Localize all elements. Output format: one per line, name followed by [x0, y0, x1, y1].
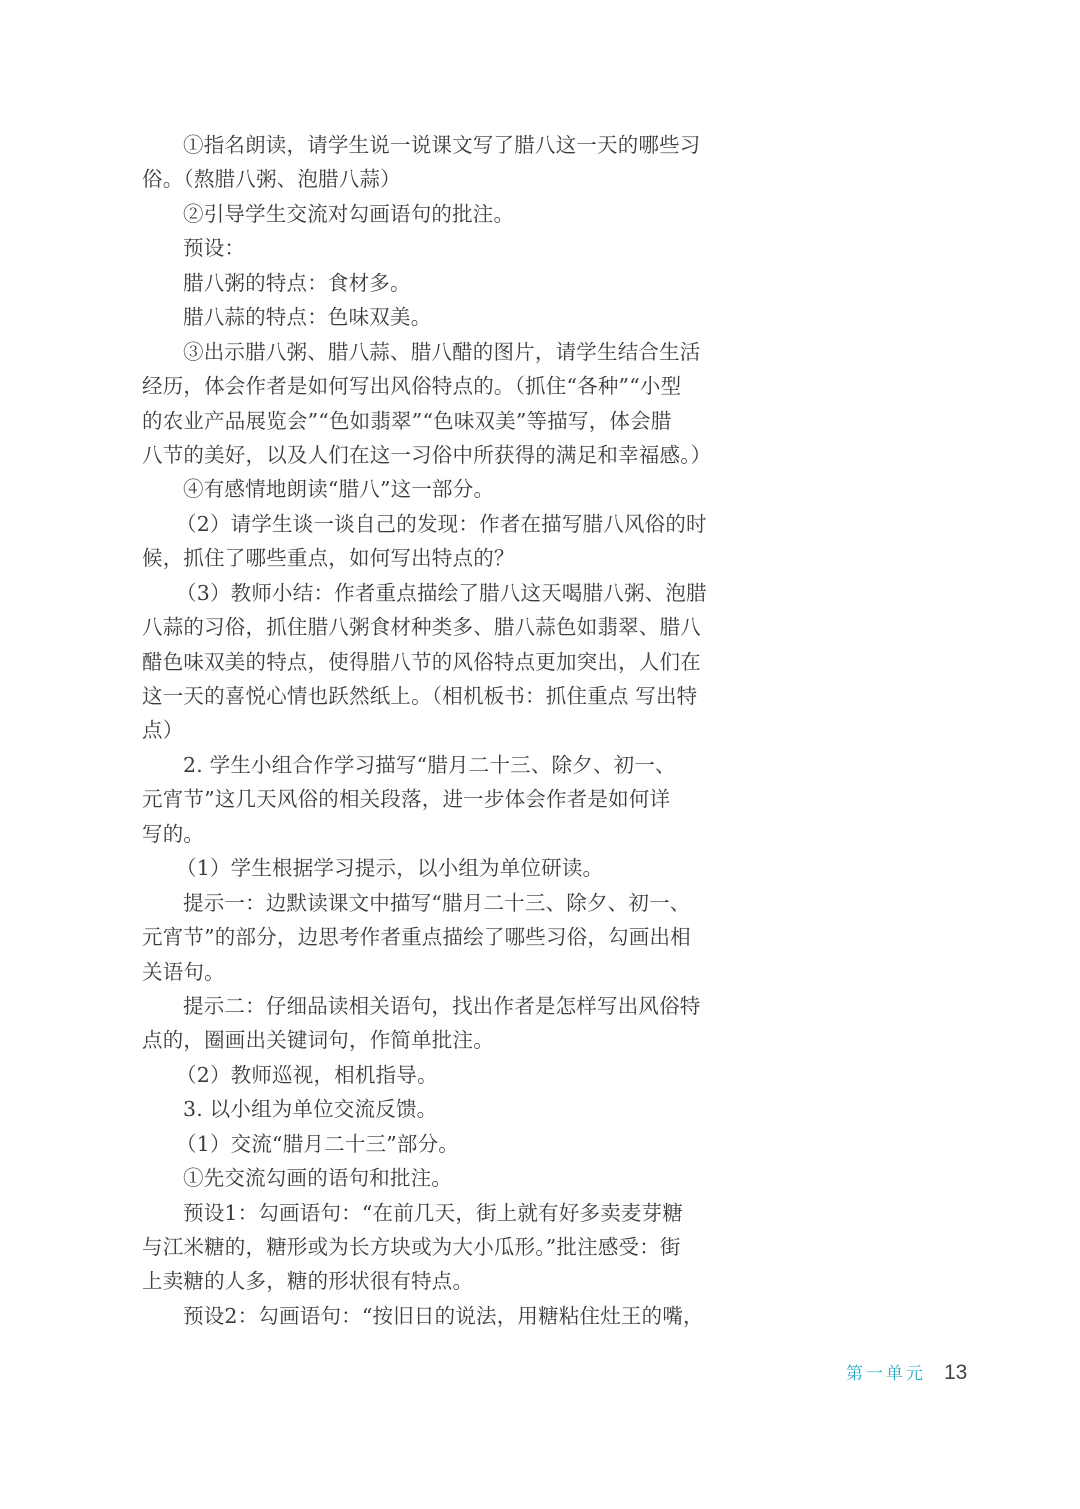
paragraph-line: 腊八粥的特点：食材多。: [183, 270, 411, 295]
paragraph-line: 关语句。: [142, 959, 225, 984]
paragraph-line: 预设：: [183, 236, 246, 261]
unit-label: 第一单元: [846, 1364, 926, 1384]
paragraph-line: 醋色味双美的特点，使得腊八节的风俗特点更加突出，人们在: [142, 649, 701, 674]
paragraph-line: 的农业产品展览会”“色如翡翠”“色味双美”等描写，体会腊: [142, 408, 672, 433]
paragraph-line: 八蒜的习俗，抓住腊八粥食材种类多、腊八蒜色如翡翠、腊八: [142, 615, 701, 640]
paragraph-line: （1）交流“腊月二十三”部分。: [176, 1131, 460, 1156]
paragraph-line: 候，抓住了哪些重点，如何写出特点的？: [142, 546, 515, 571]
paragraph-line: 预设1：勾画语句：“在前几天，街上就有好多卖麦芽糖: [183, 1200, 684, 1225]
page-footer: [846, 1356, 967, 1390]
paragraph-line: （2）请学生谈一谈自己的发现：作者在描写腊八风俗的时: [176, 511, 707, 536]
paragraph-line: ①指名朗读，请学生说一说课文写了腊八这一天的哪些习: [183, 133, 701, 157]
paragraph-line: 提示二：仔细品读相关语句，找出作者是怎样写出风俗特: [183, 993, 701, 1018]
paragraph-line: ②引导学生交流对勾画语句的批注。: [183, 201, 515, 226]
body-text: [142, 128, 712, 1333]
paragraph-line: 点的，圈画出关键词句，作简单批注。: [142, 1028, 494, 1053]
paragraph-line: ①先交流勾画的语句和批注。: [183, 1166, 453, 1191]
paragraph-line: 这一天的喜悦心情也跃然纸上。（相机板书：抓住重点 写出特: [142, 684, 698, 708]
paragraph-line: 元宵节”的部分，边思考作者重点描绘了哪些习俗，勾画出相: [142, 925, 691, 950]
paragraph-line: ③出示腊八粥、腊八蒜、腊八醋的图片，请学生结合生活: [183, 339, 701, 364]
paragraph-line: 八节的美好，以及人们在这一习俗中所获得的满足和幸福感。）: [142, 442, 712, 467]
paragraph-line: （2）教师巡视，相机指导。: [176, 1062, 438, 1087]
paragraph-line: 元宵节”这几天风俗的相关段落，进一步体会作者是如何详: [142, 787, 671, 812]
paragraph-line: 与江米糖的，糖形或为长方块或为大小瓜形。”批注感受：街: [142, 1235, 681, 1259]
paragraph-line: （3）教师小结：作者重点描绘了腊八这天喝腊八粥、泡腊: [176, 580, 707, 605]
paragraph-line: （1）学生根据学习提示，以小组为单位研读。: [176, 856, 604, 881]
paragraph-line: 预设2：勾画语句：“按旧日的说法，用糖粘住灶王的嘴，: [183, 1303, 704, 1328]
paragraph-line: 腊八蒜的特点：色味双美。: [183, 305, 432, 330]
paragraph-line: 俗。（熬腊八粥、泡腊八蒜）: [142, 167, 401, 192]
paragraph-line: 提示一：边默读课文中描写“腊月二十三、除夕、初一、: [183, 890, 691, 915]
paragraph-line: 经历，体会作者是如何写出风俗特点的。（抓住“各种”“小型: [142, 374, 682, 399]
paragraph-line: 2. 学生小组合作学习描写“腊月二十三、除夕、初一、: [183, 752, 676, 777]
paragraph-line: 3. 以小组为单位交流反馈。: [183, 1097, 438, 1122]
paragraph-line: 点）: [142, 718, 184, 743]
paragraph-line: 写的。: [142, 821, 205, 846]
paragraph-line: 上卖糖的人多，糖的形状很有特点。: [142, 1269, 474, 1294]
paragraph-line: ④有感情地朗读“腊八”这一部分。: [183, 477, 495, 502]
page-number: 13: [944, 1361, 968, 1384]
